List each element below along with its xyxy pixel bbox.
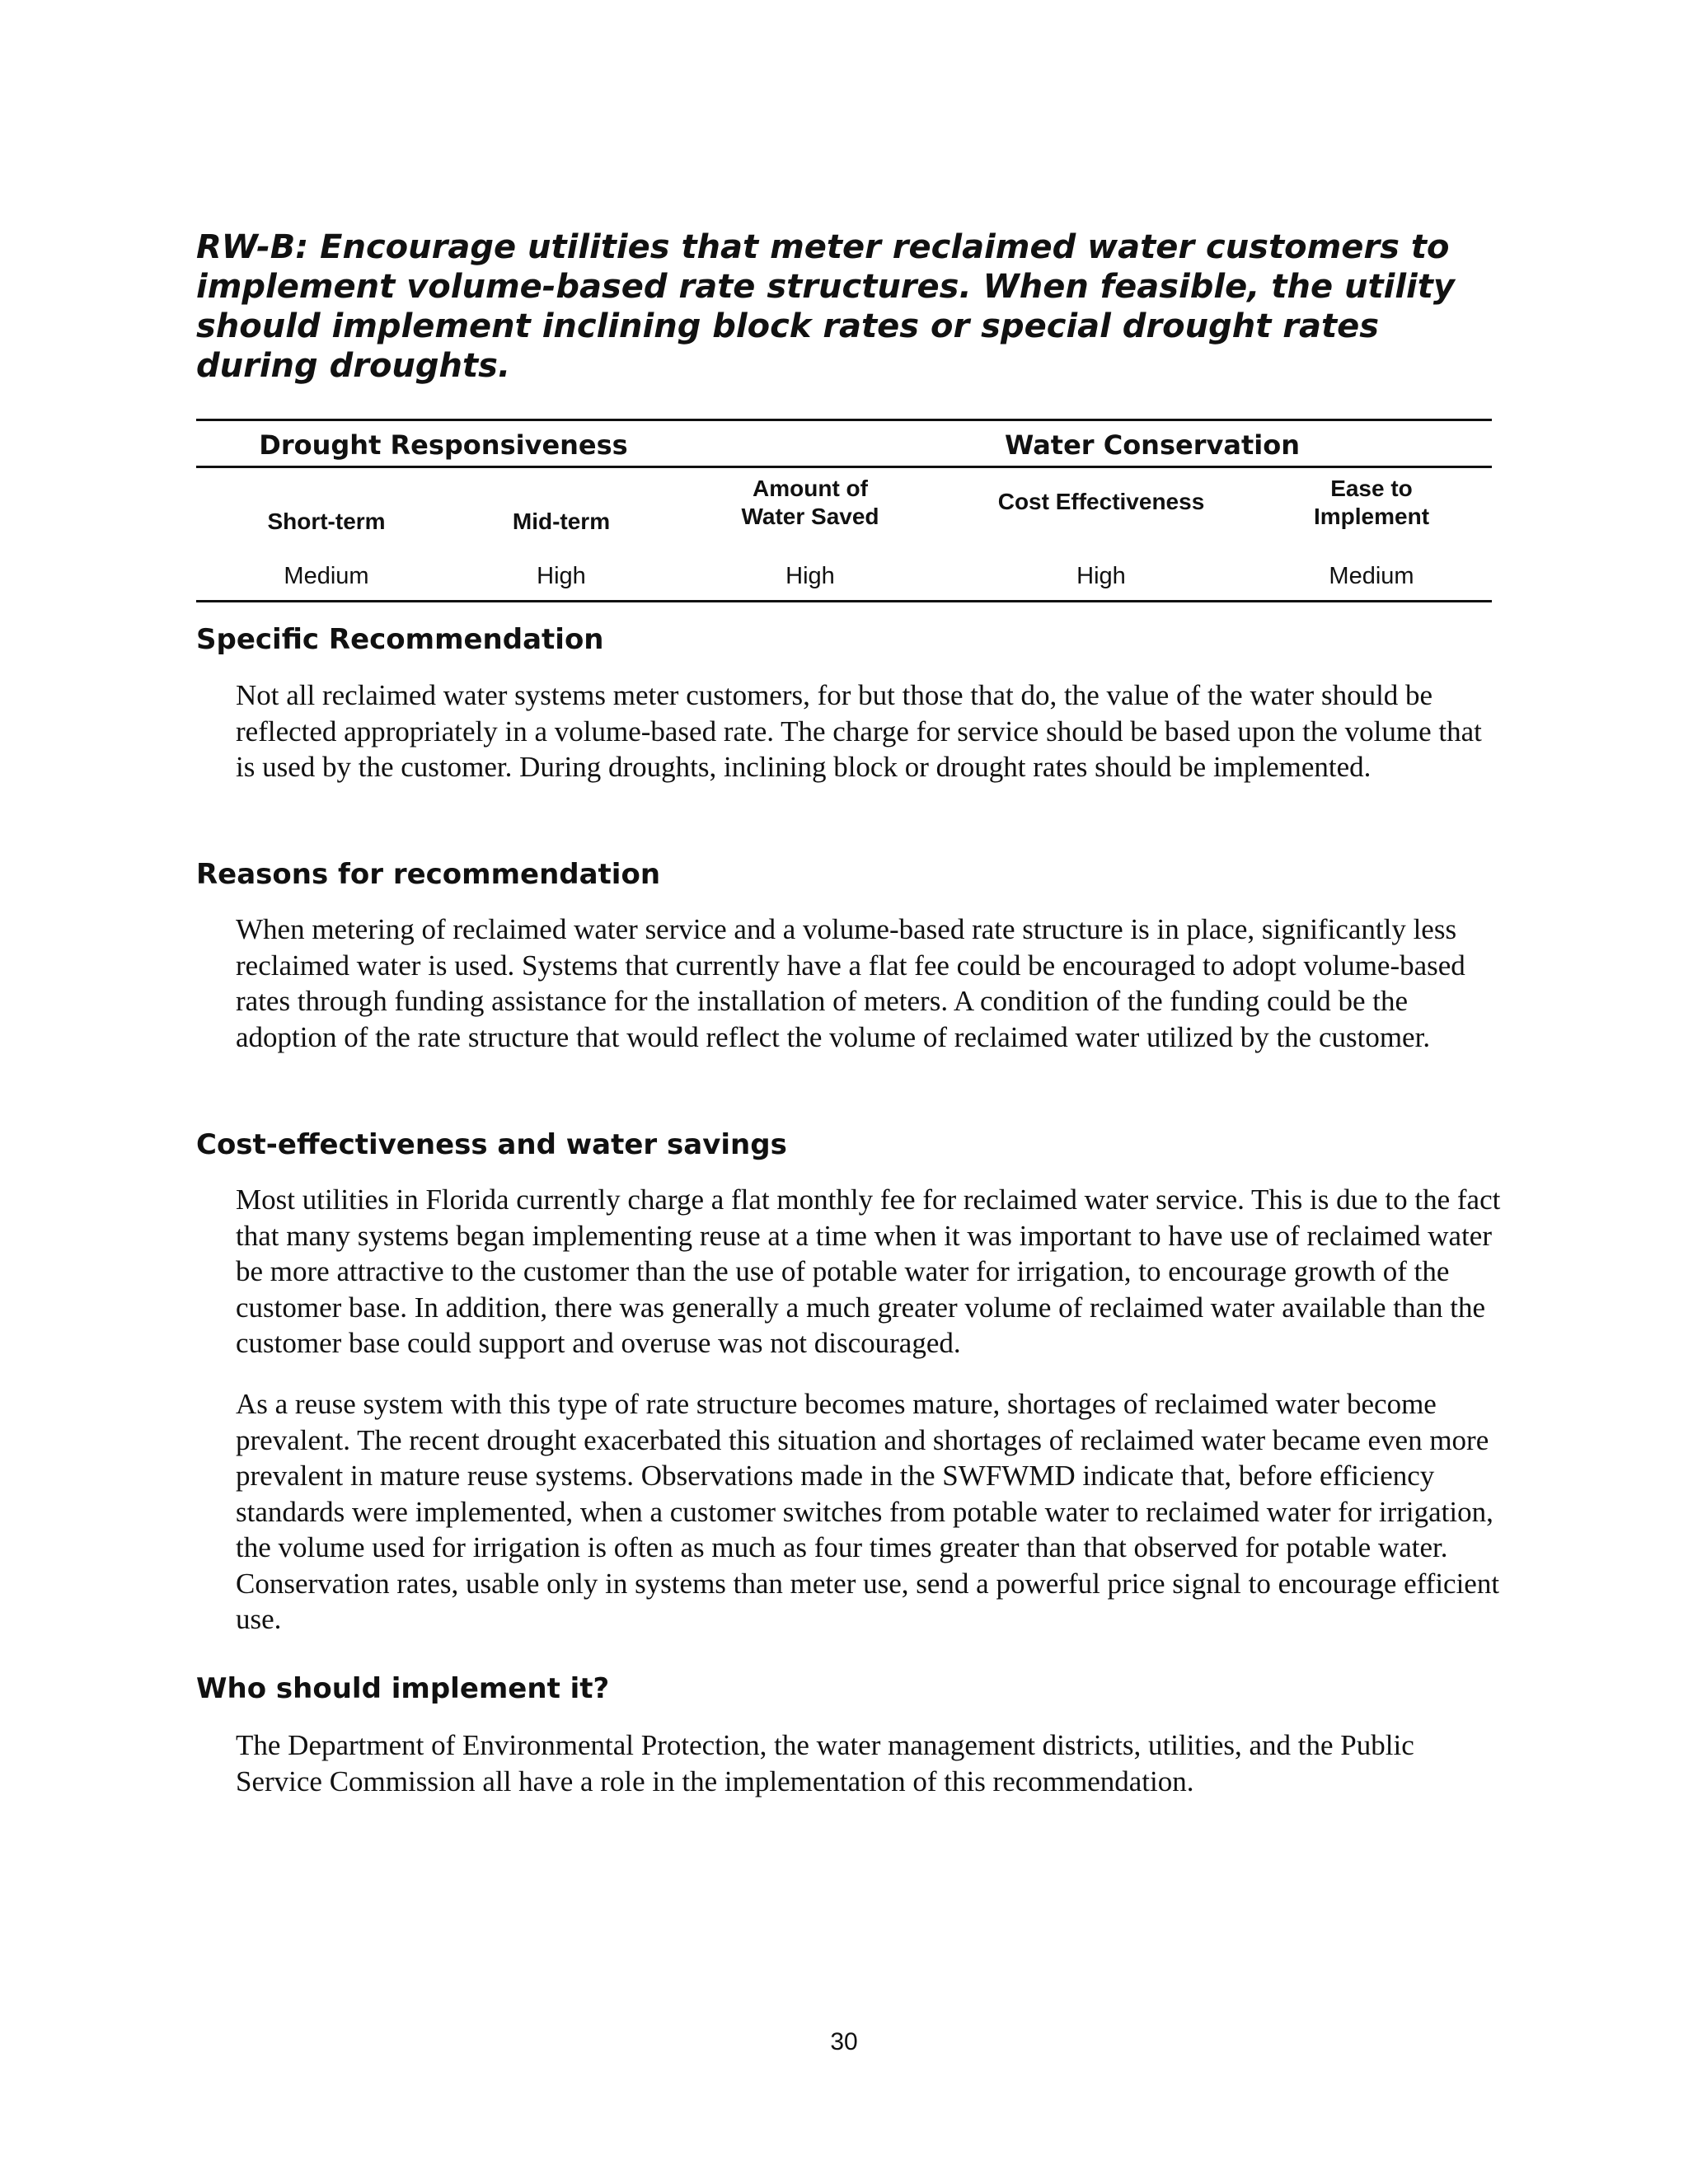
paragraph-reasons: When metering of reclaimed water service and a volume-based rate structure is in place, significantly less reclaimed water is used. Systems that currently have a flat fee could be encouraged to adopt volume-based rates through funding assistance for the installation of meters. A condition of the funding could be the adoption of the rate structure that would reflect the volume of reclaimed water utilized by the customer. bbox=[236, 913, 1465, 1053]
paragraph-who-should-implement: The Department of Environmental Protection, the water management districts, utilities, and the Public Service Commission all have a role in the implementation of this recommendation. bbox=[236, 1729, 1414, 1797]
column-header-ease-to-implement bbox=[1314, 475, 1429, 531]
value-amount-of-water-saved: High bbox=[785, 563, 835, 589]
column-header-mid-term bbox=[513, 508, 610, 536]
page-number: 30 bbox=[830, 2028, 858, 2055]
group-header-water-conservation: Water Conservation bbox=[1005, 429, 1300, 461]
column-header-line: Water Saved bbox=[741, 504, 879, 529]
paragraph-cost-effectiveness-1: Most utilities in Florida currently charge a flat monthly fee for reclaimed water service. This is due to the fact that many systems began implementing reuse at a time when it was important to have use of reclaimed water be more attractive to the customer than the use of potable water for irrigation, to encourage growth of the customer base. In addition, there was generally a much greater volume of reclaimed water available than the customer base could support and overuse was not discouraged. bbox=[236, 1183, 1501, 1359]
column-header-line: Ease to bbox=[1330, 476, 1413, 501]
column-header-short-term bbox=[267, 508, 385, 536]
recommendation-title: RW-B: Encourage utilities that meter reclaimed water customers to implement volume-based rate structures. When feasible, the utility should implement inclining block rates or special drought rates during droughts. bbox=[196, 228, 1455, 385]
section-heading-cost-effectiveness: Cost-effectiveness and water savings bbox=[196, 1128, 787, 1161]
column-header-amount-of-water-saved bbox=[741, 475, 879, 531]
paragraph-cost-effectiveness-2: As a reuse system with this type of rate structure becomes mature, shortages of reclaimed water become prevalent. The recent drought exacerbated this situation and shortages of reclaimed water became even more prevalent in mature reuse systems. Observations made in the SWFWMD indicate that, before efficiency standards were implemented, when a customer switches from potable water to reclaimed water for irrigation, the volume used for irrigation is often as much as four times greater than that observed for potable water. Conservation rates, usable only in systems than meter use, send a powerful price signal to encourage efficient use. bbox=[236, 1388, 1500, 1635]
column-header-line: Short-term bbox=[267, 509, 386, 534]
column-header-line: Amount of bbox=[753, 476, 868, 501]
rating-table bbox=[196, 419, 1492, 602]
paragraph-specific-recommendation: Not all reclaimed water systems meter customers, for but those that do, the value of the water should be reflected appropriately in a volume-based rate. The charge for service should be based upon the volume that is used by the customer. During droughts, inclining block or drought rates should be implemented. bbox=[236, 679, 1482, 783]
value-ease-to-implement: Medium bbox=[1329, 563, 1414, 589]
column-header-line: Implement bbox=[1313, 504, 1430, 529]
table-group-header-row bbox=[196, 421, 1492, 466]
column-header-line: Cost Effectiveness bbox=[997, 489, 1205, 514]
table-column-header-row bbox=[196, 468, 1492, 559]
value-cost-effectiveness: High bbox=[1076, 563, 1126, 589]
column-header-cost-effectiveness bbox=[998, 488, 1205, 516]
section-heading-reasons: Reasons for recommendation bbox=[196, 858, 661, 891]
column-header-line: Mid-term bbox=[512, 509, 611, 534]
value-mid-term: High bbox=[537, 563, 586, 589]
section-heading-who-should-implement: Who should implement it? bbox=[196, 1672, 610, 1705]
table-bottom-rule bbox=[196, 600, 1492, 602]
table-value-row bbox=[196, 559, 1492, 600]
group-header-drought-responsiveness: Drought Responsiveness bbox=[259, 429, 628, 461]
value-short-term: Medium bbox=[284, 563, 369, 589]
section-heading-specific-recommendation: Specific Recommendation bbox=[196, 623, 604, 656]
